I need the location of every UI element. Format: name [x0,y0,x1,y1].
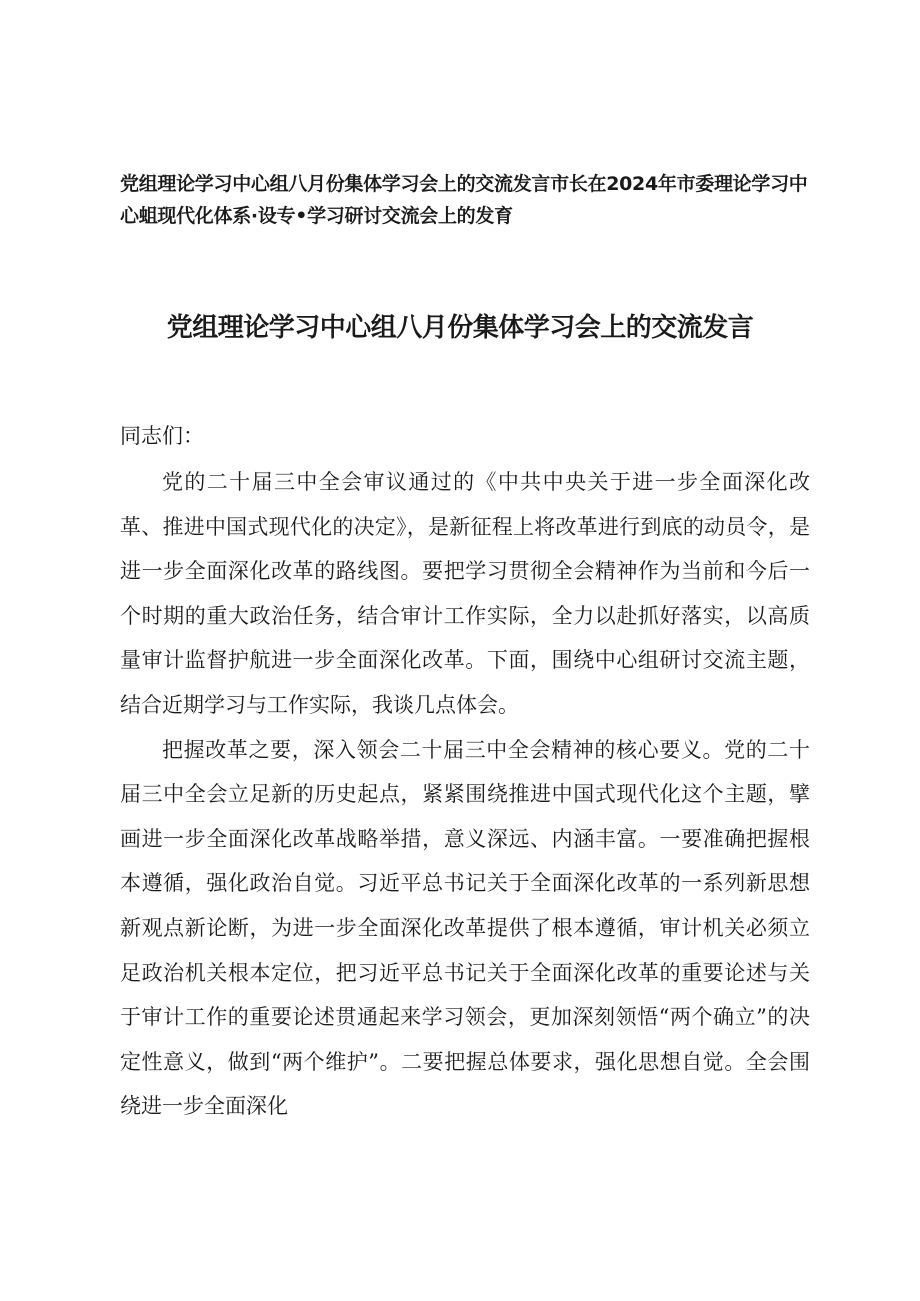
document-main-title: 党组理论学习中心组八月份集体学习会上的交流发言 [166,313,754,343]
document-body [120,460,810,1129]
body-paragraph-2: 把握改革之要，深入领会二十届三中全会精神的核心要义。党的二十届三中全会立足新的历史起点，紧紧围绕推进中国式现代化这个主题，擘画进一步全面深化改革战略举措，意义深远、内涵丰富。一要准确把握根本遵循，强化政治自觉。习近平总书记关于全面深化改革的一系列新思想新观点新论断，为进一步全面深化改革提供了根本遵循，审计机关必须立足政治机关根本定位，把习近平总书记关于全面深化改革的重要论述与关于审计工作的重要论述贯通起来学习领会，更加深刻领悟“两个确立”的决定性意义，做到“两个维护”。二要把握总体要求，强化思想自觉。全会围绕进一步全面深化 [120,737,810,1119]
salutation: 同志们： [120,424,204,448]
body-paragraph-1: 党的二十届三中全会审议通过的《中共中央关于进一步全面深化改革、推进中国式现代化的决定》，是新征程上将改革进行到底的动员令，是进一步全面深化改革的路线图。要把学习贯彻全会精神作为当前和今后一个时期的重大政治任务，结合审计工作实际，全力以赴抓好落实，以高质量审计监督护航进一步全面深化改革。下面，围绕中心组研讨交流主题，结合近期学习与工作实际，我谈几点体会。 [120,470,810,717]
document-header-title: 党组理论学习中心组八月份集体学习会上的交流发言市长在2024年市委理论学习中心蛆现代化体系·设专•学习研讨交流会上的发育 [120,173,808,227]
